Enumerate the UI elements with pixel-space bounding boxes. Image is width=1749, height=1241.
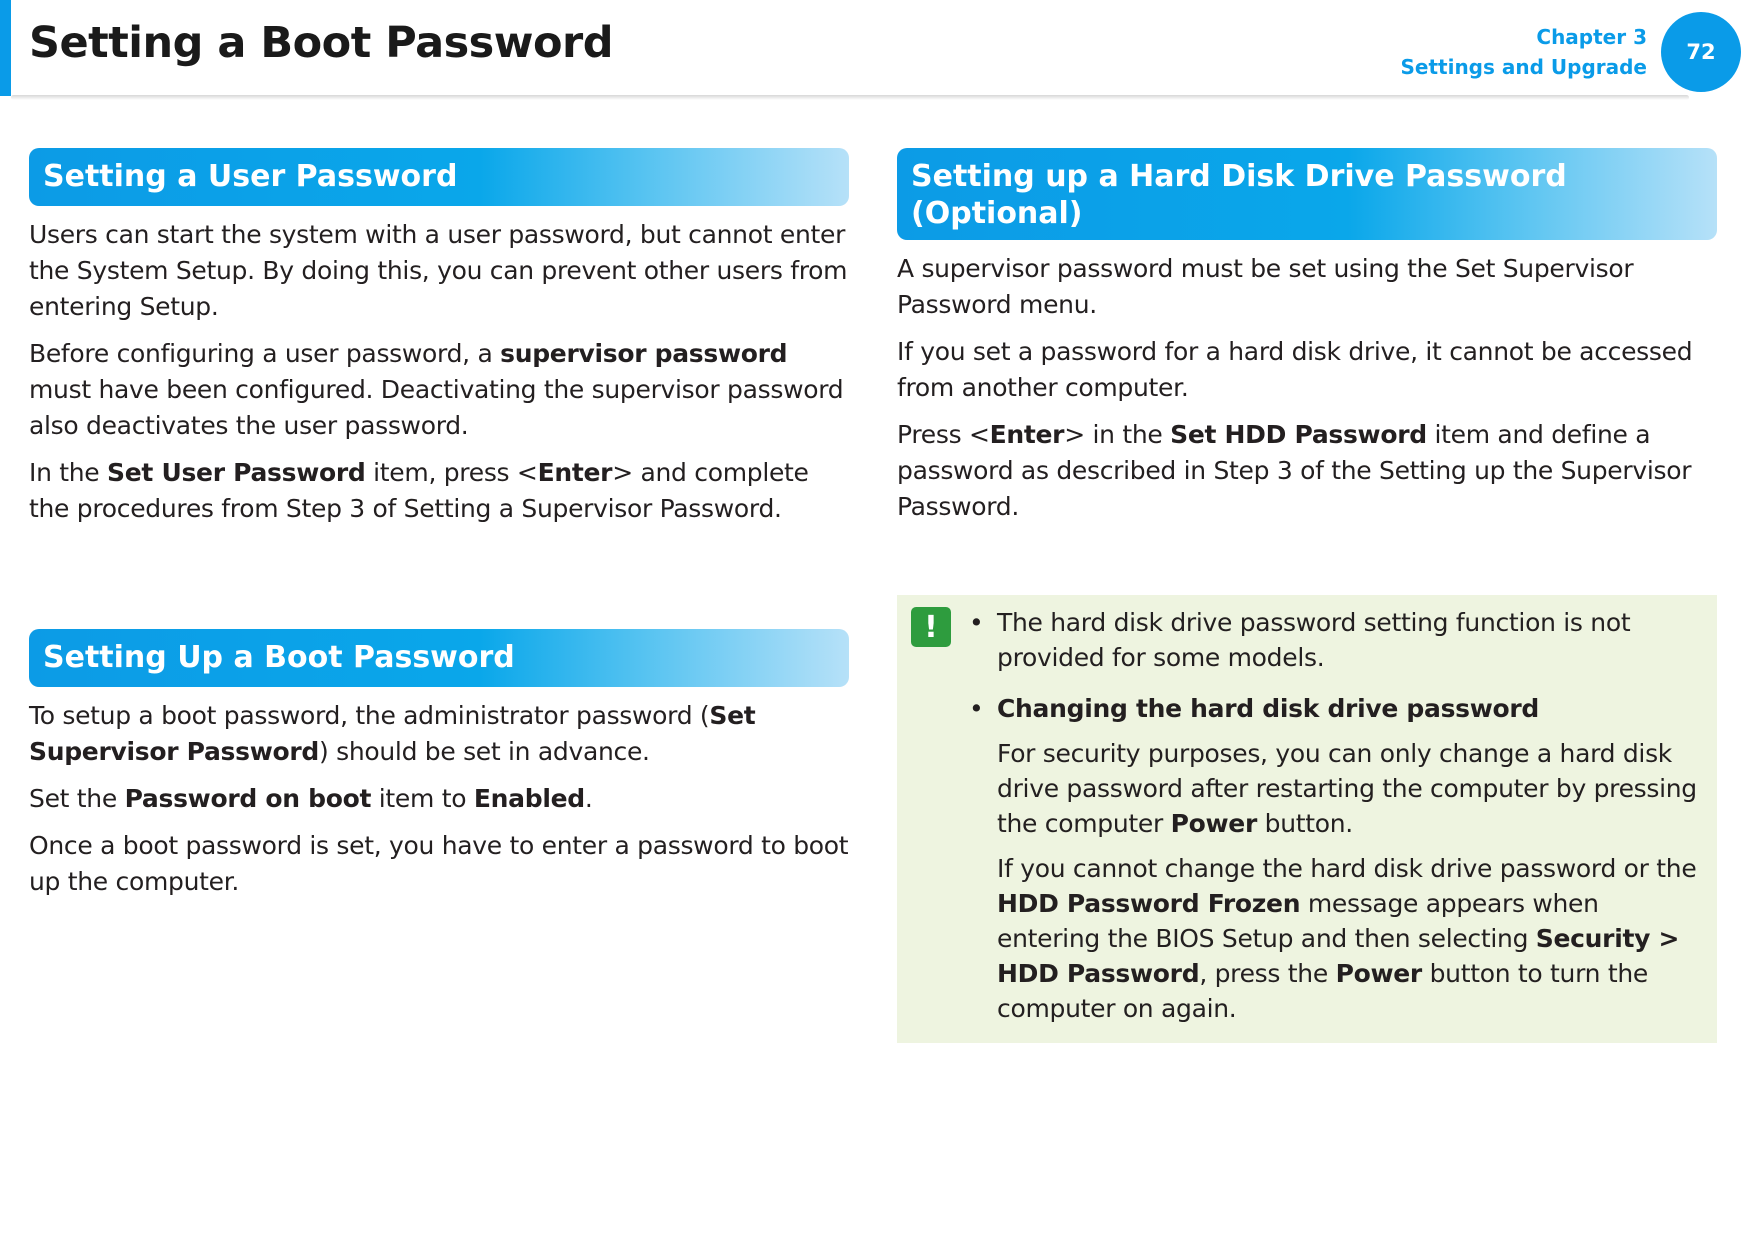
boot-password-paragraph-3: Once a boot password is set, you have to enter a password to boot up the computer. xyxy=(29,831,849,896)
bold-term: Power xyxy=(1170,809,1257,838)
bold-term: Set HDD Password xyxy=(1170,420,1427,449)
bold-term: Security > HDD Password xyxy=(997,924,1680,988)
bold-term: supervisor password xyxy=(500,339,788,368)
bullet-icon: • xyxy=(969,694,984,723)
section-spacer xyxy=(29,527,849,629)
text-run: item to xyxy=(371,784,474,813)
note-box xyxy=(897,595,1717,1043)
text-run: , press the xyxy=(1199,959,1336,988)
header-accent-bar xyxy=(0,0,11,96)
bold-term: Enabled xyxy=(473,784,585,813)
hdd-password-paragraph-3 xyxy=(897,417,1717,525)
note-item xyxy=(967,691,1697,1026)
text-run: For security purposes, you can only change a hard disk drive password after restarting the computer by pressing the computer xyxy=(997,739,1697,838)
text-run: . xyxy=(584,784,593,813)
boot-password-paragraph-1 xyxy=(29,698,849,770)
text-run: In the xyxy=(29,458,108,487)
text-run: To setup a boot password, the administrator password ( xyxy=(29,701,710,730)
bold-term: Set Supervisor Password xyxy=(29,701,756,766)
user-password-paragraph-2 xyxy=(29,336,849,444)
bullet-icon: • xyxy=(969,608,984,637)
header-divider xyxy=(11,95,1689,100)
bold-term: HDD Password Frozen xyxy=(997,889,1301,918)
note-paragraph xyxy=(997,736,1697,841)
text-run: > in the xyxy=(1064,420,1171,449)
page-title: Setting a Boot Password xyxy=(29,18,614,68)
heading-line: Setting up a Hard Disk Drive Password xyxy=(911,159,1567,194)
section-heading-user-password: Setting a User Password xyxy=(29,148,849,206)
page-number-badge: 72 xyxy=(1661,12,1741,92)
note-item xyxy=(967,605,1697,675)
boot-password-paragraph-2 xyxy=(29,781,849,817)
text-run: item, press < xyxy=(365,458,538,487)
user-password-paragraph-3 xyxy=(29,455,849,527)
section-heading-boot-password: Setting Up a Boot Password xyxy=(29,629,849,687)
section-heading-hdd-password xyxy=(897,148,1717,240)
text-run: item and define a password as described in Step 3 of the Setting up the Supervisor Password. xyxy=(897,420,1692,521)
text-run: must have been configured. Deactivating the supervisor password also deactivates the user password. xyxy=(29,375,844,440)
chapter-label xyxy=(1401,22,1648,82)
text-run: Set the xyxy=(29,784,125,813)
text-run: Before configuring a user password, a xyxy=(29,339,501,368)
text-run: ) should be set in advance. xyxy=(319,737,650,766)
user-password-paragraph-1: Users can start the system with a user password, but cannot enter the System Setup. By doing this, you can prevent other users from entering Setup. xyxy=(29,220,848,321)
bold-term: Password on boot xyxy=(124,784,372,813)
heading-line: (Optional) xyxy=(911,196,1083,231)
chapter-number: Chapter 3 xyxy=(1536,25,1647,49)
note-text: The hard disk drive password setting function is not provided for some models. xyxy=(997,608,1631,672)
bold-term: Power xyxy=(1335,959,1422,988)
right-column xyxy=(897,148,1717,525)
text-run: button to turn the computer on again. xyxy=(997,959,1648,1023)
hdd-password-paragraph-1: A supervisor password must be set using the Set Supervisor Password menu. xyxy=(897,254,1634,319)
note-subheading: Changing the hard disk drive password xyxy=(997,694,1540,723)
hdd-password-paragraph-2: If you set a password for a hard disk drive, it cannot be accessed from another computer. xyxy=(897,337,1693,402)
left-column xyxy=(29,148,849,900)
note-list xyxy=(967,605,1697,1026)
text-run: > and complete the procedures from Step 3 of Setting a Supervisor Password. xyxy=(29,458,809,523)
bold-term: Set User Password xyxy=(107,458,366,487)
exclamation-icon: ! xyxy=(911,607,951,647)
text-run: Press < xyxy=(897,420,990,449)
bold-term: Enter xyxy=(537,458,613,487)
text-run: If you cannot change the hard disk drive password or the xyxy=(997,854,1697,883)
bold-term: Enter xyxy=(989,420,1065,449)
text-run: message appears when entering the BIOS Setup and then selecting xyxy=(997,889,1599,953)
note-paragraph xyxy=(997,851,1697,1026)
text-run: button. xyxy=(1256,809,1353,838)
chapter-name: Settings and Upgrade xyxy=(1400,55,1647,79)
